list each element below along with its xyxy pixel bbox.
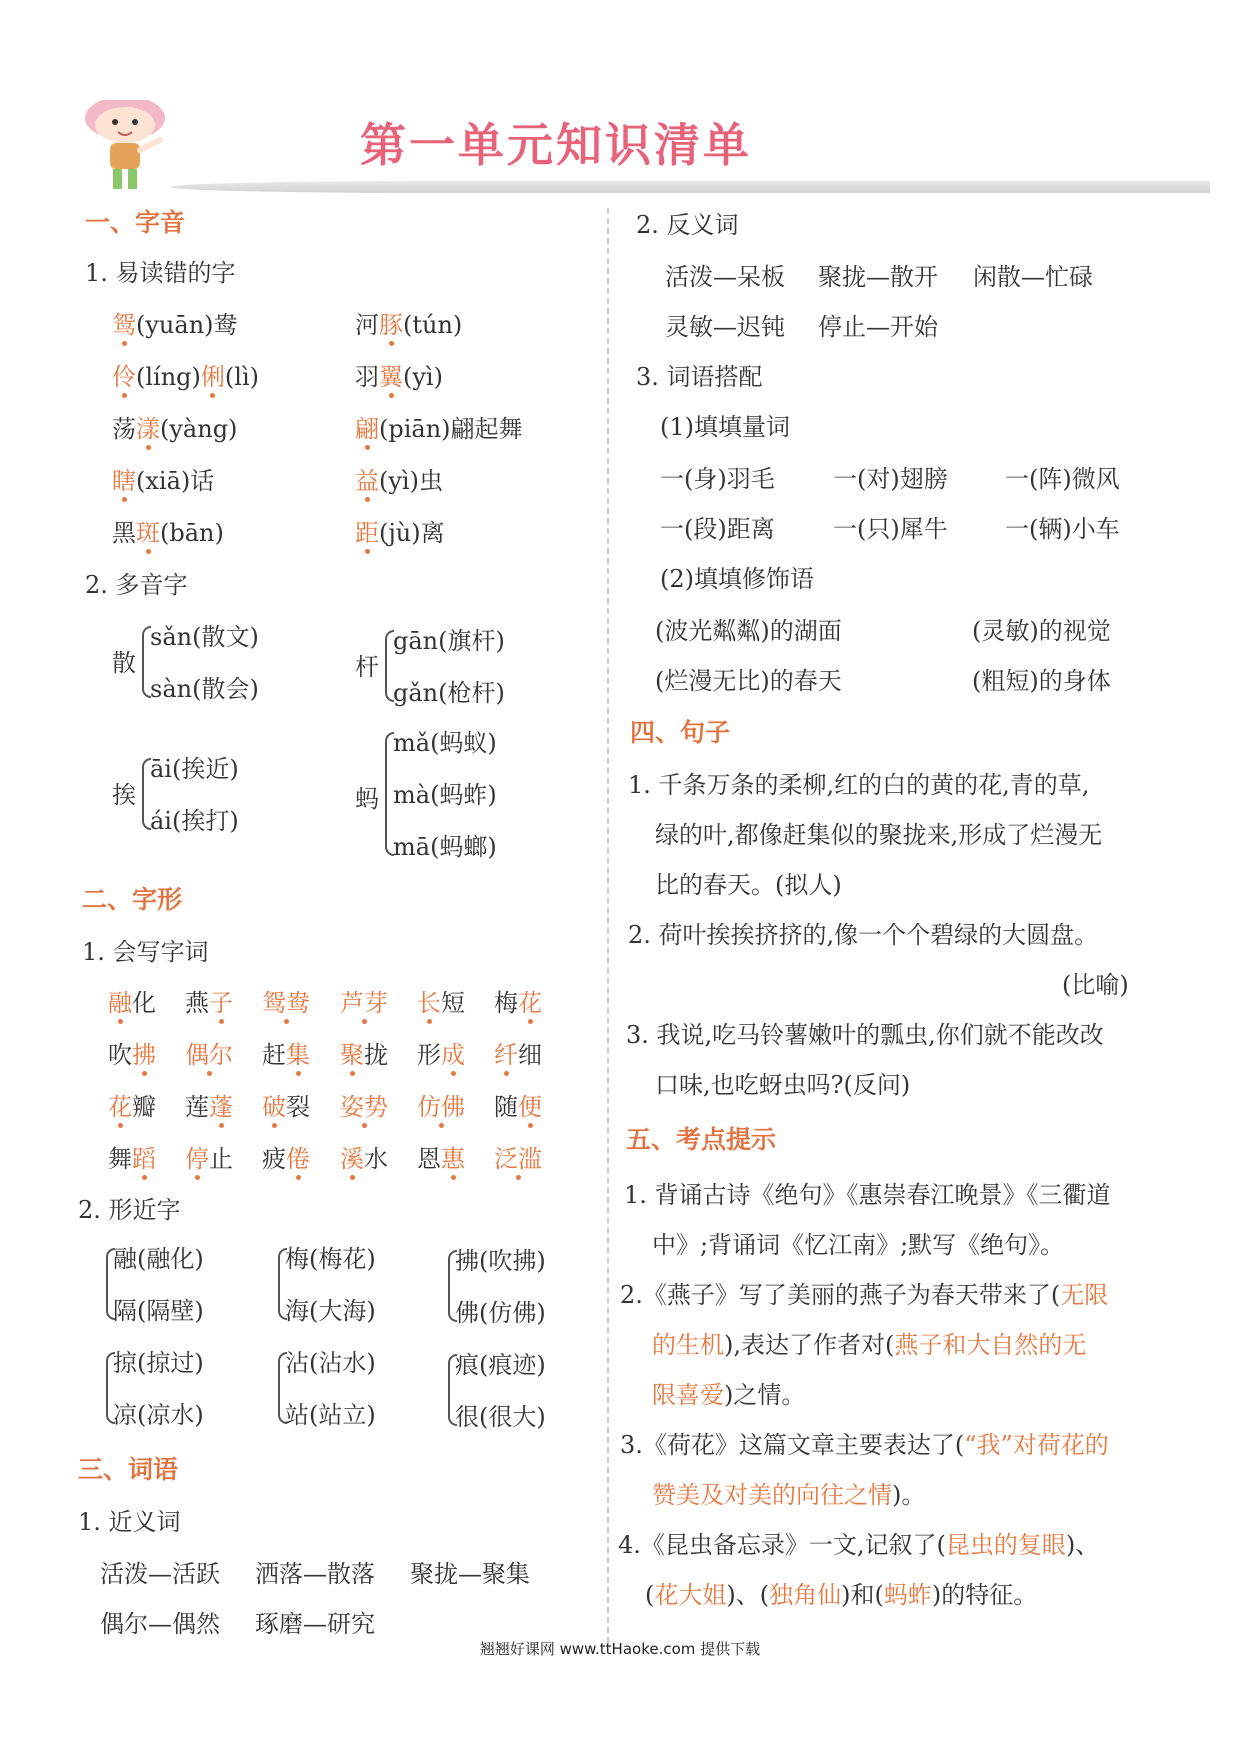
header-underline <box>170 181 1210 193</box>
similar-char: 隔(隔壁) <box>113 1297 204 1325</box>
polyphone-char: 杆 <box>355 653 379 681</box>
similar-char: 凉(凉水) <box>113 1401 204 1429</box>
measure-word: 一(段)距离 <box>660 515 775 543</box>
similar-char: 梅(梅花) <box>285 1245 376 1273</box>
subheading: (2)填填修饰语 <box>660 565 814 593</box>
writing-word: 随便 <box>494 1093 542 1121</box>
polyphone-reading: gǎn(枪杆) <box>393 679 505 707</box>
section-heading: 五、考点提示 <box>626 1125 777 1154</box>
sentence-line: 比的春天。(拟人) <box>655 871 842 899</box>
tip-line: 中》;背诵词《忆江南》;默写《绝句》。 <box>652 1231 1065 1259</box>
girl-mascot-icon <box>80 100 175 195</box>
similar-char: 沾(沾水) <box>285 1349 376 1377</box>
writing-word: 融化 <box>108 989 156 1017</box>
list-item: 鸳(yuān)鸯 <box>112 311 238 339</box>
subheading: 3. 词语搭配 <box>636 363 763 391</box>
modifier: (粗短)的身体 <box>972 667 1111 695</box>
modifier: (灵敏)的视觉 <box>972 617 1111 645</box>
polyphone-char: 挨 <box>112 781 136 809</box>
polyphone-reading: āi(挨近) <box>150 755 239 783</box>
similar-char: 拂(吹拂) <box>455 1247 546 1275</box>
synonym-pair: 洒落—散落 <box>255 1560 375 1588</box>
writing-word: 纤细 <box>494 1041 542 1069</box>
measure-word: 一(辆)小车 <box>1005 515 1120 543</box>
tip-line: 4.《昆虫备忘录》一文,记叙了(昆虫的复眼)、 <box>618 1531 1100 1559</box>
polyphone-reading: mǎ(蚂蚁) <box>393 729 497 757</box>
writing-word: 泛滥 <box>494 1145 542 1173</box>
synonym-pair: 琢磨—研究 <box>255 1610 375 1638</box>
subheading: 2. 形近字 <box>78 1196 181 1224</box>
subheading: (1)填填量词 <box>660 413 790 441</box>
writing-word: 聚拢 <box>340 1041 388 1069</box>
modifier: (波光粼粼)的湖面 <box>655 617 842 645</box>
sentence-line: 3. 我说,吃马铃薯嫩叶的瓢虫,你们就不能改改 <box>626 1021 1104 1049</box>
page-title: 第一单元知识清单 <box>360 118 752 172</box>
writing-word: 恩惠 <box>417 1145 465 1173</box>
section-heading: 二、字形 <box>82 885 183 914</box>
writing-word: 吹拂 <box>108 1041 156 1069</box>
sentence-line: (比喻) <box>1062 971 1129 999</box>
similar-char: 掠(掠过) <box>113 1349 204 1377</box>
tip-line: 的生机),表达了作者对(燕子和大自然的无 <box>652 1331 1087 1359</box>
sentence-line: 1. 千条万条的柔柳,红的白的黄的花,青的草, <box>628 771 1090 799</box>
writing-word: 偶尔 <box>185 1041 233 1069</box>
list-item: 益(yì)虫 <box>355 467 443 495</box>
synonym-pair: 活泼—活跃 <box>100 1560 220 1588</box>
synonym-pair: 聚拢—聚集 <box>410 1560 530 1588</box>
tip-line: (花大姐)、(独角仙)和(蚂蚱)的特征。 <box>645 1581 1038 1609</box>
list-item: 伶(líng)俐(lì) <box>112 363 259 391</box>
writing-word: 芦芽 <box>340 989 388 1017</box>
writing-word: 破裂 <box>262 1093 310 1121</box>
writing-word: 舞蹈 <box>108 1145 156 1173</box>
writing-word: 鸳鸯 <box>262 989 310 1017</box>
measure-word: 一(阵)微风 <box>1005 465 1120 493</box>
polyphone-reading: sàn(散会) <box>150 675 259 703</box>
section-heading: 三、词语 <box>78 1455 179 1484</box>
antonym-pair: 闲散—忙碌 <box>973 263 1093 291</box>
column-divider <box>607 208 609 1643</box>
polyphone-reading: mā(蚂螂) <box>393 833 497 861</box>
synonym-pair: 偶尔—偶然 <box>100 1610 220 1638</box>
page-header <box>70 95 1170 195</box>
polyphone-reading: ái(挨打) <box>150 807 239 835</box>
writing-word: 赶集 <box>262 1041 310 1069</box>
antonym-pair: 停止—开始 <box>818 313 938 341</box>
writing-word: 燕子 <box>185 989 233 1017</box>
list-item: 翩(piān)翩起舞 <box>355 415 523 443</box>
section-heading: 四、句子 <box>630 718 731 747</box>
writing-word: 溪水 <box>340 1145 388 1173</box>
polyphone-char: 散 <box>112 649 136 677</box>
subheading: 1. 会写字词 <box>82 938 209 966</box>
writing-word: 形成 <box>417 1041 465 1069</box>
list-item: 河豚(tún) <box>355 311 463 339</box>
writing-word: 姿势 <box>340 1093 388 1121</box>
polyphone-reading: sǎn(散文) <box>150 623 259 651</box>
list-item: 瞎(xiā)话 <box>112 467 215 495</box>
list-item: 黑斑(bān) <box>112 519 224 547</box>
writing-word: 仿佛 <box>417 1093 465 1121</box>
measure-word: 一(只)犀牛 <box>833 515 948 543</box>
sentence-line: 绿的叶,都像赶集似的聚拢来,形成了烂漫无 <box>655 821 1103 849</box>
similar-char: 站(站立) <box>285 1401 376 1429</box>
tip-line: 赞美及对美的向往之情)。 <box>652 1481 926 1509</box>
similar-char: 海(大海) <box>285 1297 376 1325</box>
section-heading: 一、字音 <box>85 208 186 237</box>
writing-word: 莲蓬 <box>185 1093 233 1121</box>
subheading: 1. 近义词 <box>78 1508 181 1536</box>
tip-line: 3.《荷花》这篇文章主要表达了(“我”对荷花的 <box>620 1431 1109 1459</box>
measure-word: 一(身)羽毛 <box>660 465 775 493</box>
measure-word: 一(对)翅膀 <box>833 465 948 493</box>
tip-line: 1. 背诵古诗《绝句》《惠崇春江晚景》《三衢道 <box>624 1181 1111 1209</box>
similar-char: 很(很大) <box>455 1403 546 1431</box>
tip-line: 2.《燕子》写了美丽的燕子为春天带来了(无限 <box>620 1281 1109 1309</box>
list-item: 荡漾(yàng) <box>112 415 238 443</box>
subheading: 1. 易读错的字 <box>85 259 236 287</box>
footer-credit: 翘翘好课网 www.ttHaoke.com 提供下载 <box>479 1640 761 1658</box>
list-item: 距(jù)离 <box>355 519 445 547</box>
polyphone-reading: mà(蚂蚱) <box>393 781 497 809</box>
sentence-line: 口味,也吃蚜虫吗?(反问) <box>655 1071 911 1099</box>
polyphone-reading: gān(旗杆) <box>393 627 505 655</box>
antonym-pair: 聚拢—散开 <box>818 263 938 291</box>
polyphone-char: 蚂 <box>355 785 379 813</box>
writing-word: 疲倦 <box>262 1145 310 1173</box>
writing-word: 停止 <box>185 1145 233 1173</box>
tip-line: 限喜爱)之情。 <box>652 1381 806 1409</box>
similar-char: 佛(仿佛) <box>455 1299 546 1327</box>
writing-word: 梅花 <box>494 989 542 1017</box>
modifier: (烂漫无比)的春天 <box>655 667 842 695</box>
antonym-pair: 活泼—呆板 <box>665 263 785 291</box>
writing-word: 花瓣 <box>108 1093 156 1121</box>
subheading: 2. 多音字 <box>85 571 188 599</box>
similar-char: 痕(痕迹) <box>455 1351 546 1379</box>
sentence-line: 2. 荷叶挨挨挤挤的,像一个个碧绿的大圆盘。 <box>628 921 1099 949</box>
list-item: 羽翼(yì) <box>355 363 443 391</box>
similar-char: 融(融化) <box>113 1245 204 1273</box>
writing-word: 长短 <box>417 989 465 1017</box>
antonym-pair: 灵敏—迟钝 <box>665 313 785 341</box>
subheading: 2. 反义词 <box>636 211 739 239</box>
